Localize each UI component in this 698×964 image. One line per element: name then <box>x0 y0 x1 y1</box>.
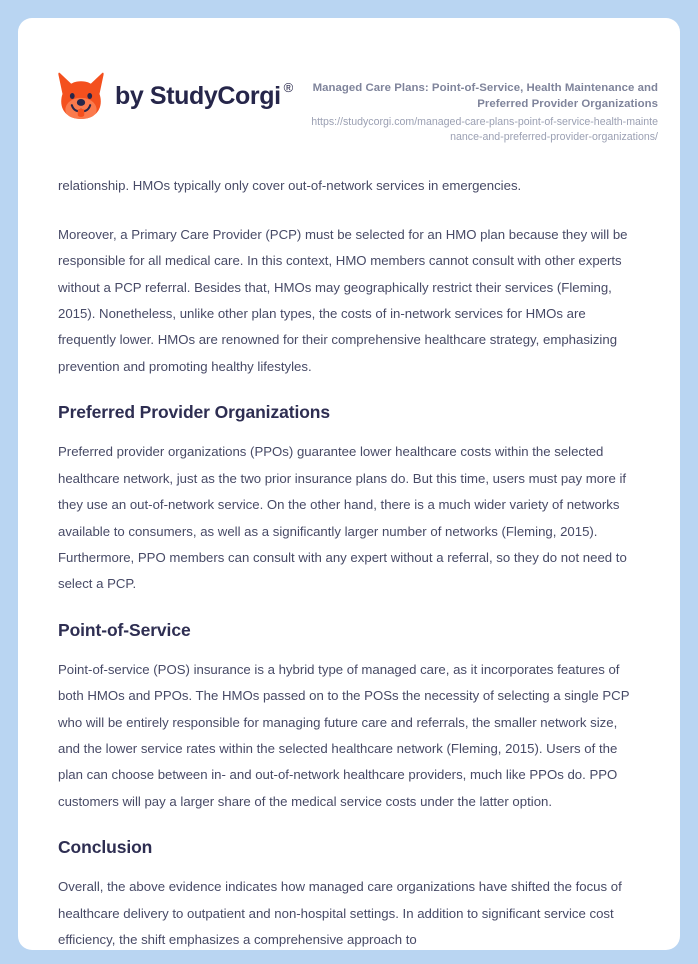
brand-logo[interactable] <box>58 66 293 120</box>
document-title: Managed Care Plans: Point-of-Service, Health Maintenance and Preferred Provider Organizations <box>312 82 658 111</box>
registered-trademark-icon: ® <box>283 79 294 95</box>
brand-wordmark-text: by StudyCorgi <box>115 81 281 110</box>
corgi-head-icon <box>58 72 104 120</box>
document-header <box>18 18 680 145</box>
paragraph-hmo-pcp: Moreover, a Primary Care Provider (PCP) must be selected for an HMO plan because they will be responsible for all medical care. In this context, HMO members cannot consult with other experts without a PCP referral. Besides that, HMOs may geographically restrict their services (Fleming, 2015). Nonetheless, unlike other plan types, the costs of in-network services for HMOs are frequently lower. HMOs are renowned for their comprehensive healthcare strategy, emphasizing prevention and promoting healthy lifestyles. <box>58 226 628 374</box>
paragraph-ppo: Preferred provider organizations (PPOs) guarantee lower healthcare costs within the selected healthcare network, just as the two prior insurance plans do. But this time, users must pay more if they use an out-of-network service. On the other hand, there is a much wider variety of networks available to consumers, as well as a significantly larger number of networks (Fleming, 2015). Furthermore, PPO members can consult with any expert without a referral, so they do not need to select a PCP. <box>58 444 627 592</box>
heading-point-of-service: Point-of-Service <box>58 619 191 640</box>
paragraph-pos: Point-of-service (POS) insurance is a hybrid type of managed care, as it incorporates features of both HMOs and PPOs. The HMOs passed on to the POSs the necessity of selecting a single PCP who will be entirely responsible for managing future care and referrals, the smaller network size, and the lower service rates within the selected healthcare network (Fleming, 2015). Users of the plan can choose between in- and out-of-network healthcare providers, much like PPOs do. PPO customers will pay a larger share of the medical service costs under the latter option. <box>58 661 630 809</box>
paragraph-hmo-continued: relationship. HMOs typically only cover out-of-network services in emergencies. <box>58 178 522 194</box>
document-body <box>18 173 680 950</box>
paragraph-conclusion: Overall, the above evidence indicates how managed care organizations have shifted the focus of healthcare delivery to outpatient and non-hospital settings. In addition to significant service cost efficiency, the shift emphasizes a comprehensive approach to <box>58 879 622 947</box>
document-url[interactable]: https://studycorgi.com/managed-care-plans-point-of-service-health-maintenance-and-preferred-provider-organizations/ <box>311 116 658 144</box>
heading-preferred-provider-organizations: Preferred Provider Organizations <box>58 402 331 423</box>
header-meta <box>308 66 658 145</box>
document-page-card <box>18 18 680 950</box>
heading-conclusion: Conclusion <box>58 837 153 858</box>
brand-wordmark <box>115 79 294 110</box>
